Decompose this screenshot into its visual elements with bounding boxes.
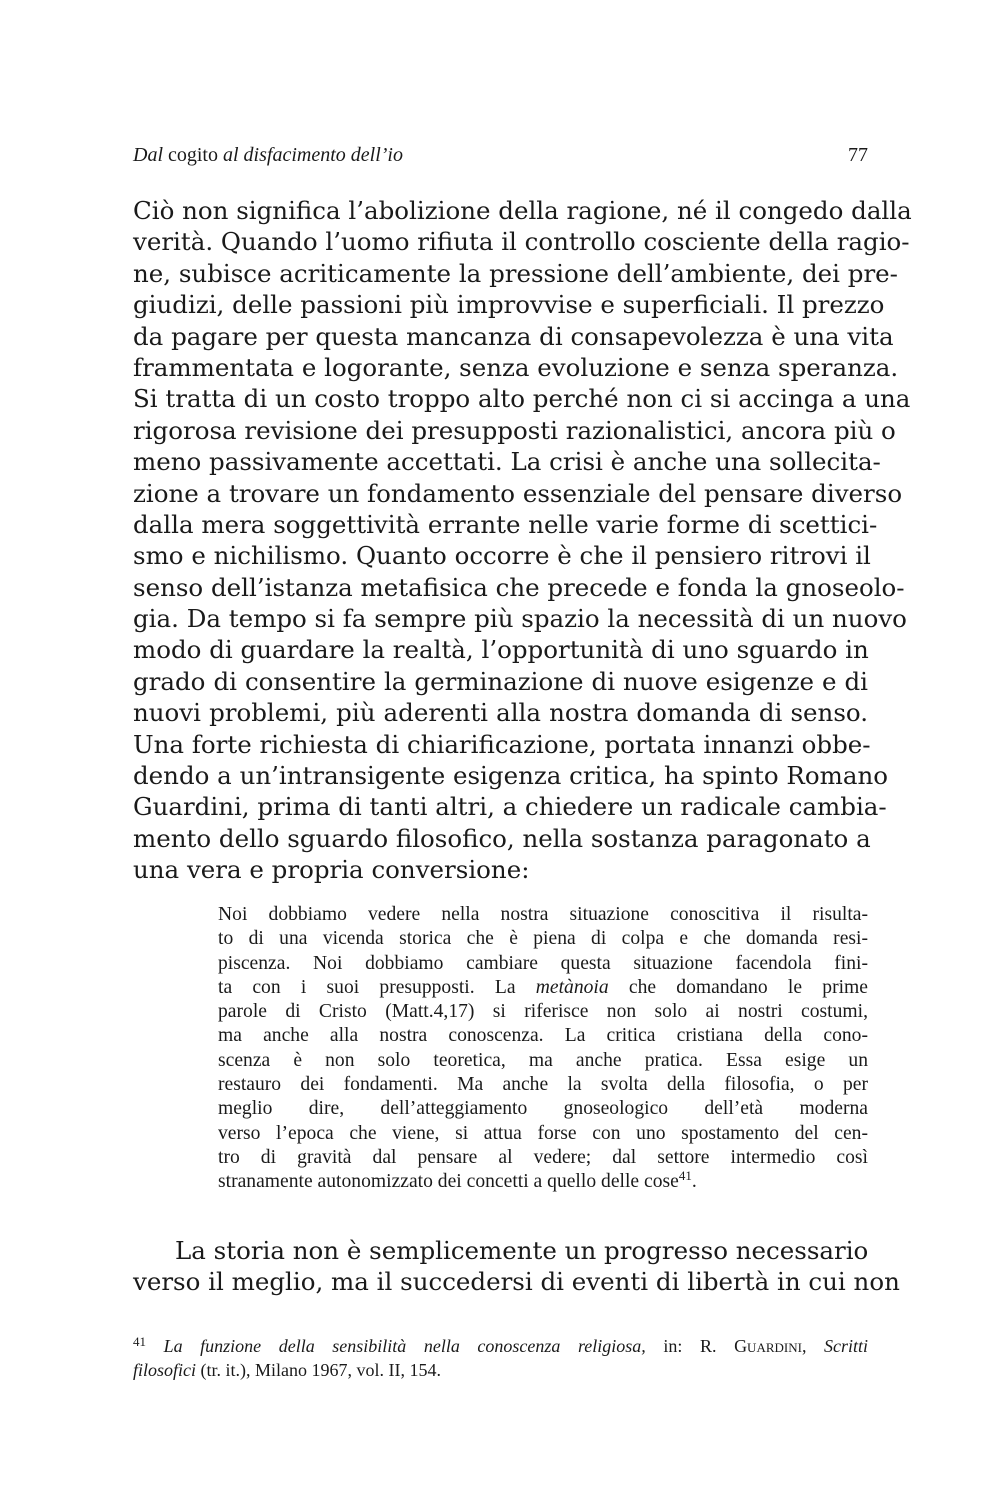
text-line: mento dello sguardo filosofico, nella sostanza paragonato a [133,823,871,853]
following-paragraph [133,1235,900,1298]
text-line: gia. Da tempo si fa sempre più spazio la necessità di un nuovo [133,604,907,634]
text-line: senso dell’istanza metafisica che precede e fonda la gnoseolo- [133,572,905,602]
quote-line: restauro dei fondamenti. Ma anche la svolta della filosofia, o per [218,1074,868,1096]
text-line: La storia non è semplicemente un progresso necessario [175,1236,869,1265]
text-line: meno passivamente accettati. La crisi è anche una sollecita- [133,447,881,477]
quote-line: verso l’epoca che viene, si attua forse con uno spostamento del cen- [218,1122,868,1144]
quote-emphasis: metànoia [535,976,609,998]
block-quote [218,903,868,1195]
text-line: da pagare per questa mancanza di consapevolezza è una vita [133,321,894,351]
running-title-part1: Dal [133,144,163,166]
running-title-part2: cogito [168,144,218,166]
text-line: nuovi problemi, più aderenti alla nostra domanda di senso. [133,698,868,728]
text-line: smo e nichilismo. Quanto occorre è che il pensiero ritrovi il [133,541,871,571]
footnote-work-cont: filosofici [133,1360,196,1380]
main-paragraph [133,195,912,886]
text-line: grado di consentire la germinazione di nuove esigenze e di [133,666,868,696]
footnote-work: Scritti [824,1336,869,1356]
text-line: dalla mera soggettività errante nelle varie forme di scettici- [133,509,878,539]
text-line: Una forte richiesta di chiarificazione, portata innanzi obbe- [133,729,871,759]
text-line: Guardini, prima di tanti altri, a chiedere un radicale cambia- [133,792,887,822]
quote-line-end: che domandano le prime [628,976,868,998]
quote-line-start: ta con i suoi presupposti. La [218,976,516,998]
footnote-number: 41 [133,1334,146,1349]
quote-end-punct: . [691,1171,697,1193]
footnote-rest: (tr. it.), Milano 1967, vol. II, 154. [200,1360,441,1380]
text-line: zione a trovare un fondamento essenziale del pensare diverso [133,478,903,508]
text-line: rigorosa revisione dei presupposti razionalistici, ancora più o [133,415,896,445]
footnote-title: La funzione della sensibilità nella conoscenza religiosa, [163,1336,646,1356]
text-line: verso il meglio, ma il succedersi di eventi di libertà in cui non [133,1267,900,1297]
footnote-ref[interactable]: 41 [678,1168,692,1184]
quote-line: parole di Cristo (Matt.4,17) si riferisce non solo ai nostri costumi, [218,1001,868,1023]
footnote-line [133,1334,868,1358]
footnote-line [133,1358,868,1382]
text-line: frammentata e logorante, senza evoluzione e senza speranza. [133,352,899,382]
page-number: 77 [848,144,868,166]
quote-line [218,1170,868,1194]
quote-line: to di una vicenda storica che è piena di colpa e che domanda resi- [218,928,868,950]
book-page [133,0,912,1501]
footnote-comma: , [801,1336,807,1356]
quote-line: scenza è non solo teoretica, ma anche pratica. Essa esige un [218,1049,868,1071]
quote-line [218,976,868,1000]
text-line: Si tratta di un costo troppo alto perché non ci si accinga a una [133,384,911,414]
text-line: modo di guardare la realtà, l’opportunità di uno sguardo in [133,635,869,665]
footnote-author: Guardini [734,1336,802,1356]
text-line: Ciò non significa l’abolizione della ragione, né il congedo dalla [133,196,912,225]
footnote-in: in: R. [663,1336,717,1356]
quote-line: ma anche alla nostra conoscenza. La critica cristiana della cono- [218,1025,868,1047]
quote-line: Noi dobbiamo vedere nella nostra situazione conoscitiva il risulta- [218,904,868,925]
quote-line: tro di gravità dal pensare al vedere; dal settore intermedio così [218,1146,868,1168]
quote-last-text: stranamente autonomizzato dei concetti a quello delle cose [218,1171,679,1193]
text-line: ne, subisce acriticamente la pressione dell’ambiente, dei pre- [133,258,898,288]
running-title [133,143,403,167]
quote-line: meglio dire, dell’atteggiamento gnoseologico dell’età moderna [218,1098,868,1120]
text-line: una vera e propria conversione: [133,855,530,885]
text-line: dendo a un’intransigente esigenza critica, ha spinto Romano [133,761,889,791]
text-line: verità. Quando l’uomo rifiuta il controllo cosciente della ragio- [133,227,910,257]
text-line: giudizi, delle passioni più improvvise e superficiali. Il prezzo [133,290,885,320]
running-title-part3: al disfacimento dell’io [223,144,403,166]
footnote [133,1334,868,1382]
quote-line: piscenza. Noi dobbiamo cambiare questa situazione facendola fini- [218,952,868,974]
